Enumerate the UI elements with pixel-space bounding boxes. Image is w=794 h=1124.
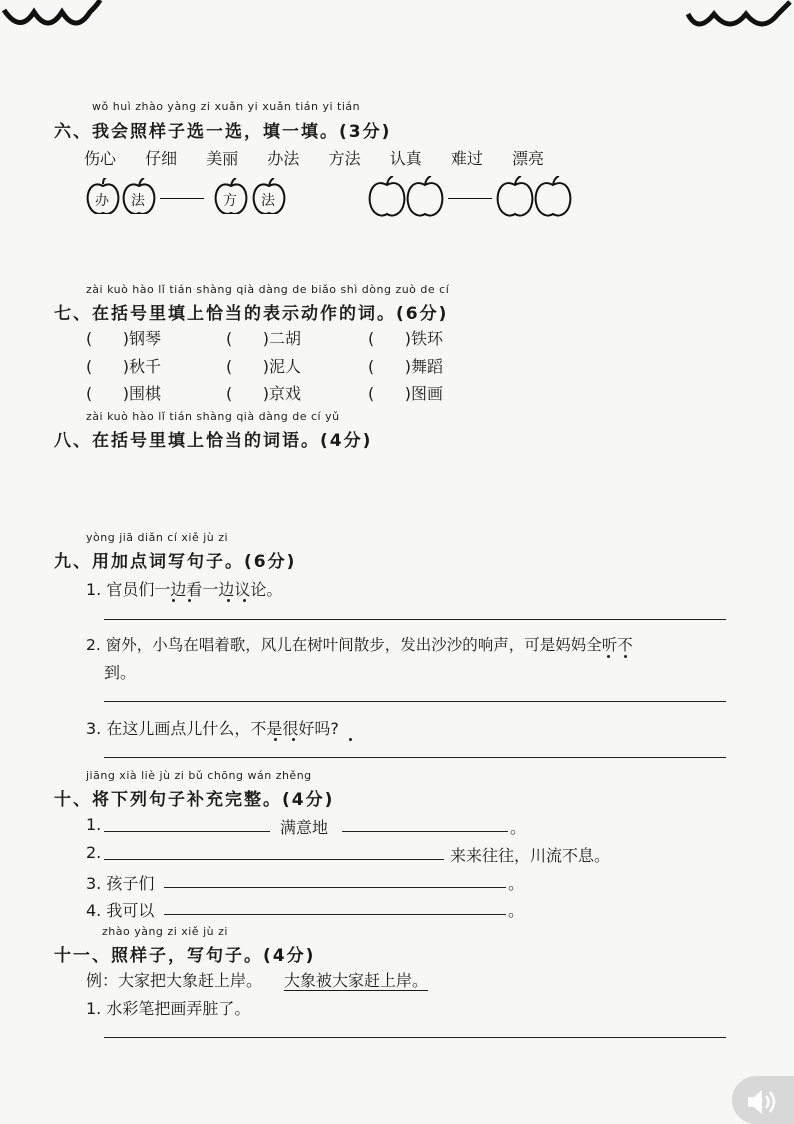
s7-blank-1-2[interactable]: ( )二胡	[226, 329, 302, 348]
s9-pinyin: yòng jiā diǎn cí xiě jù zi	[86, 531, 229, 544]
apple-example-1	[86, 178, 120, 216]
dash-1	[160, 198, 204, 199]
s7-blank-2-1[interactable]: ( )秋千	[86, 357, 162, 376]
s6-word-list	[84, 146, 544, 169]
s10-heading: 十、将下列句子补充完整。(4分)	[54, 790, 335, 810]
apple-blank-3[interactable]	[496, 176, 534, 218]
emphasis-dot	[243, 599, 246, 602]
s10-q2-number: 2.	[86, 843, 102, 862]
s10-q1-blank-2[interactable]	[342, 831, 508, 832]
s10-q1-middle: 满意地	[280, 818, 329, 837]
s10-q3-start: 3. 孩子们	[86, 874, 155, 893]
s10-q4-end: 。	[508, 901, 525, 920]
emphasis-dot	[349, 738, 352, 741]
s10-q1-number: 1.	[86, 815, 102, 834]
s11-example-answer: 大象被大家赶上岸。	[284, 971, 429, 990]
word-2: 仔细	[145, 149, 178, 168]
s10-q4-blank[interactable]	[164, 914, 506, 915]
s10-q3-blank[interactable]	[164, 887, 506, 888]
s11-pinyin: zhào yàng zi xiě jù zi	[102, 925, 228, 938]
s7-blank-3-2[interactable]: ( )京戏	[226, 384, 302, 403]
apple-example-3	[214, 178, 248, 216]
s8-pinyin: zài kuò hào lǐ tián shàng qià dàng de cí yǔ	[86, 410, 340, 423]
dash-2	[448, 198, 492, 199]
speaker-icon	[744, 1086, 784, 1118]
s10-q2-blank[interactable]	[104, 859, 444, 860]
top-left-decoration	[0, 0, 110, 36]
s10-q3-end: 。	[508, 874, 525, 893]
word-4: 办法	[267, 149, 300, 168]
emphasis-dot	[292, 738, 295, 741]
apple-char: 办	[95, 193, 109, 209]
s9-q3: 3. 在这儿画点儿什么，不是很好吗?	[86, 719, 339, 738]
word-1: 伤心	[84, 149, 117, 168]
s9-q2-line1: 2. 窗外，小鸟在唱着歌，风儿在树叶间散步，发出沙沙的响声，可是妈妈全听不	[86, 636, 633, 654]
s10-q4-start: 4. 我可以	[86, 901, 155, 920]
s7-blank-3-3[interactable]: ( )图画	[368, 384, 444, 403]
s9-q1: 1. 官员们一边看一边议论。	[86, 580, 283, 599]
emphasis-dot	[607, 655, 610, 658]
apple-blank-2[interactable]	[406, 176, 444, 218]
s7-pinyin: zài kuò hào lǐ tián shàng qià dàng de biǎo shì dòng zuò de cí	[86, 283, 450, 296]
emphasis-dot	[227, 599, 230, 602]
s9-q2-line2: 到。	[104, 663, 137, 682]
s10-q2-end: 来来往往，川流不息。	[450, 846, 611, 865]
s9-heading: 九、用加点词写句子。(6分)	[54, 552, 297, 572]
s9-q1-answer-line[interactable]	[104, 619, 726, 620]
s7-blank-3-1[interactable]: ( )围棋	[86, 384, 162, 403]
s11-q1-answer-line[interactable]	[104, 1037, 726, 1038]
s10-pinyin: jiāng xià liè jù zi bǔ chōng wán zhěng	[86, 769, 312, 782]
s7-blank-1-1[interactable]: ( )钢琴	[86, 329, 162, 348]
s6-pinyin: wǒ huì zhào yàng zi xuǎn yi xuǎn tián yi tián	[92, 100, 361, 113]
emphasis-dot	[172, 599, 175, 602]
apple-char: 方	[223, 193, 237, 209]
s11-heading: 十一、照样子，写句子。(4分)	[54, 946, 316, 966]
apple-blank-1[interactable]	[368, 176, 406, 218]
s9-q3-answer-line[interactable]	[104, 757, 726, 758]
s7-blank-2-3[interactable]: ( )舞蹈	[368, 357, 444, 376]
s10-q1-end: 。	[510, 818, 527, 837]
s7-blank-2-2[interactable]: ( )泥人	[226, 357, 302, 376]
apple-example-4	[252, 178, 286, 216]
s7-heading: 七、在括号里填上恰当的表示动作的词。(6分)	[54, 304, 449, 324]
word-7: 难过	[450, 149, 483, 168]
emphasis-dot	[624, 655, 627, 658]
s9-q2-answer-line[interactable]	[104, 701, 726, 702]
apple-blank-4[interactable]	[534, 176, 572, 218]
emphasis-dot	[188, 599, 191, 602]
speaker-button[interactable]	[732, 1076, 794, 1124]
apple-char: 法	[131, 193, 145, 209]
s11-example-label: 例：大家把大象赶上岸。	[86, 971, 263, 990]
top-right-decoration	[684, 0, 794, 36]
s8-heading: 八、在括号里填上恰当的词语。(4分)	[54, 431, 373, 451]
s11-q1: 1. 水彩笔把画弄脏了。	[86, 999, 251, 1018]
emphasis-dot	[274, 738, 277, 741]
s6-heading: 六、我会照样子选一选，填一填。(3分)	[54, 122, 392, 142]
word-6: 认真	[389, 149, 422, 168]
apple-example-2	[122, 178, 156, 216]
apple-char: 法	[261, 193, 275, 209]
word-3: 美丽	[206, 149, 239, 168]
word-8: 漂亮	[511, 149, 544, 168]
s10-q1-blank-1[interactable]	[104, 831, 270, 832]
word-5: 方法	[328, 149, 361, 168]
s7-blank-1-3[interactable]: ( )铁环	[368, 329, 444, 348]
